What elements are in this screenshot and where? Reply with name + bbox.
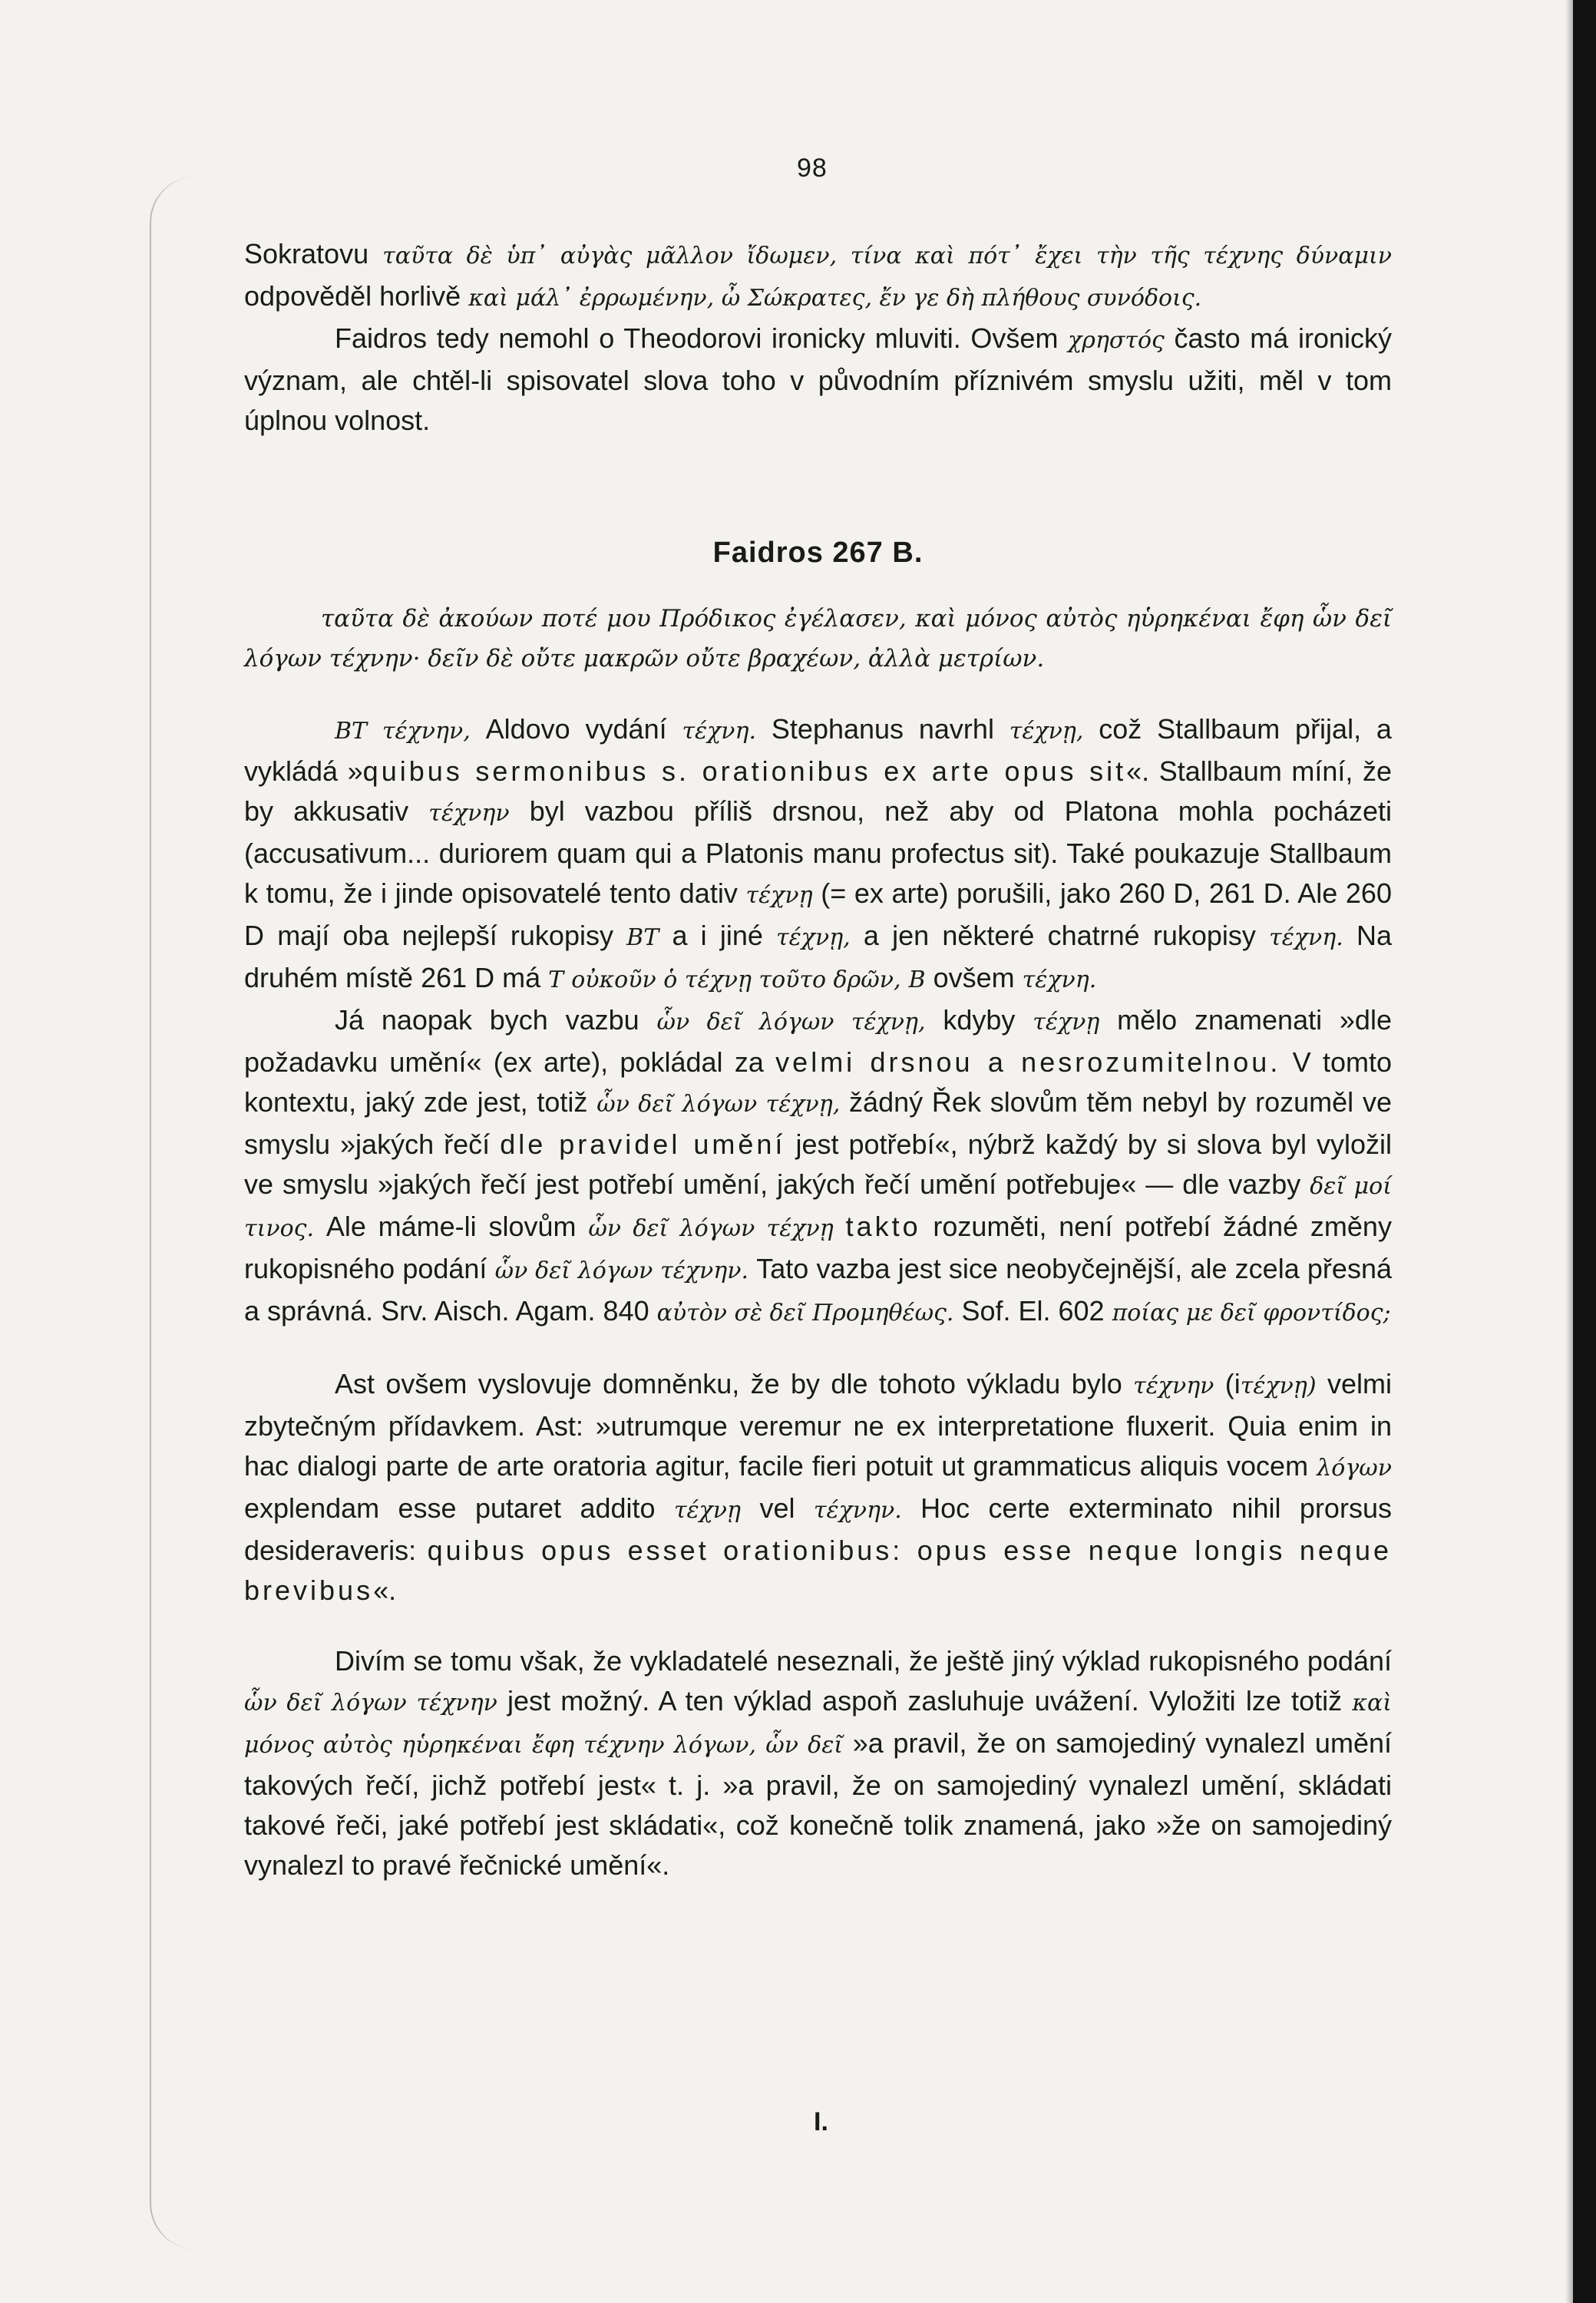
greek-text: δεῖ μοί τινος. <box>244 1173 1392 1242</box>
spaced-text: velmi drsnou a nesrozumitelnou. <box>775 1046 1281 1078</box>
page-curvature-shadow <box>150 177 243 2249</box>
text: jest potřebí«, nýbrž každý by si slova byl vyložil ve smyslu »jakých řečí jest potřebí umění, jakých řečí umění potřebuje« — dle vazby <box>244 1128 1392 1200</box>
text: Ale máme-li slovům <box>325 1211 577 1242</box>
text: kdyby <box>943 1004 1016 1036</box>
greek-text: τέχνῃ) <box>1240 1373 1317 1399</box>
greek-text: τέχνη. <box>1269 924 1343 951</box>
greek-text: τέχνην. <box>813 1497 902 1524</box>
paragraph-3 <box>244 709 1392 1000</box>
paragraph-1 <box>244 234 1392 319</box>
text: Já naopak bych vazbu <box>335 1004 639 1036</box>
greek-text: ὧν δεῖ λόγων τέχνῃ, <box>656 1009 926 1036</box>
greek-text: ὧν δεῖ λόγων τέχνῃ, <box>596 1091 841 1118</box>
paragraph-2 <box>244 319 1392 441</box>
text: odpověděl horlivě <box>244 280 461 312</box>
page-number: 98 <box>797 154 828 183</box>
greek-text: ὧν δεῖ λόγων τέχνην <box>244 1690 497 1717</box>
text: Sof. El. 602 <box>961 1295 1105 1327</box>
greek-text: τέχνῃ <box>745 882 813 909</box>
manuscript-siglum: T <box>548 966 564 993</box>
greek-text: τέχνῃ, <box>1009 718 1084 745</box>
text: Aldovo vydání <box>485 713 667 745</box>
text: Tato vazba jest sice neobyčejnější, ale zcela přesná a správná. Srv. Aisch. Agam. 840 <box>244 1253 1392 1327</box>
text: Na druhém místě 261 D má <box>244 920 1392 993</box>
signature-mark: I. <box>814 2107 828 2136</box>
manuscript-siglum: B <box>908 966 926 993</box>
greek-text: τέχνη. <box>1022 966 1097 993</box>
greek-text: τέχνῃ, <box>776 924 851 951</box>
text: (i <box>1224 1368 1241 1399</box>
text: explendam esse putaret addito <box>244 1492 656 1524</box>
text: velmi zbytečným přídavkem. Ast: »utrumque veremur ne ex interpretatione fluxerit. Quia enim in hac dialogi parte de arte oratoria agitur, facile fieri potuit ut grammaticus aliquis vocem <box>244 1368 1392 1482</box>
greek-text: καὶ μάλ᾽ ἐρρωμένην, ὦ Σώκρατες, ἔν γε δὴ πλήθους συνόδοις. <box>468 285 1202 312</box>
text: což Stallbaum přijal, a vykládá » <box>244 713 1392 787</box>
text: Ast ovšem vyslovuje domněnku, že by dle tohoto výkladu bylo <box>335 1368 1122 1399</box>
spaced-latin: quibus opus esset orationibus: opus esse neque longis neque brevibus <box>244 1535 1392 1606</box>
text: Stephanus navrhl <box>771 713 994 745</box>
paragraph-4 <box>244 1000 1392 1333</box>
paragraph-6 <box>244 1641 1392 1885</box>
text: Sokratovu <box>244 238 369 269</box>
greek-text: τέχνην <box>1133 1373 1214 1399</box>
text: a jen některé chatrné rukopisy <box>863 920 1256 951</box>
greek-text: καὶ μόνος αὐτὸς ηὑρηκέναι ἔφη τέχνην λόγων, ὧν δεῖ <box>244 1690 1392 1759</box>
greek-text: τέχνην <box>428 800 510 827</box>
text: Divím se tomu však, že vykladatelé neseznali, že ještě jiný výklad rukopisného podání <box>335 1645 1392 1677</box>
text: žádný Řek slovům těm nebyl by rozuměl ve smyslu »jakých řečí <box>244 1086 1392 1160</box>
scan-edge <box>1573 0 1596 2303</box>
text: Faidros tedy nemohl o Theodorovi ironicky mluviti. Ovšem <box>335 322 1059 354</box>
spaced-text: takto <box>845 1211 921 1242</box>
greek-text: τέχνῃ <box>1033 1009 1100 1036</box>
binding-shadow <box>1565 0 1573 2303</box>
text: a i jiné <box>672 920 763 951</box>
greek-text: ὧν δεῖ λόγων τέχνην. <box>494 1257 748 1284</box>
page-body <box>244 234 1392 1885</box>
manuscript-siglum: BT <box>626 924 659 951</box>
spaced-latin: quibus sermonibus s. orationibus ex arte opus sit <box>362 755 1127 787</box>
text: rozuměti, není potřebí žádné změny rukopisného podání <box>244 1211 1392 1284</box>
greek-text: ταῦτα δὲ ὑπ᾽ αὐγὰς μᾶλλον ἴδωμεν, τίνα καὶ πότ᾽ ἔχει τὴν τῆς τέχνης δύναμιν <box>382 243 1392 269</box>
greek-text: οὐκοῦν ὁ τέχνῃ τοῦτο δρῶν, <box>571 966 901 993</box>
greek-text: ποίας με δεῖ φροντίδος; <box>1112 1300 1391 1327</box>
text: «. Stallbaum míní, že by akkusativ <box>244 755 1393 827</box>
text: Hoc certe exterminato nihil prorsus desideraveris: <box>244 1492 1392 1566</box>
text: byl vazbou příliš drsnou, než aby od Platona mohla pocházeti (accusativum... duriorem quam qui a Platonis manu profectus sit). Také poukazuje Stallbaum k tomu, že i jinde opisovatelé tento dativ <box>244 795 1392 909</box>
text: «. <box>373 1574 397 1606</box>
greek-text: ὧν δεῖ λόγων τέχνῃ <box>588 1215 834 1242</box>
manuscript-siglum: BT <box>335 718 368 745</box>
greek-text: τέχνῃ <box>673 1497 742 1524</box>
section-heading: Faidros 267 B. <box>712 537 924 569</box>
text: »a pravil, že on samojediný vynalezl umění takových řečí, jichž potřebí jest« t. j. »a pravil, že on samojediný vynalezl umění, skládati takové řeči, jaké potřebí jest skládati«, což konečně tolik znamená, jako »že on samojediný vynalezl to pravé řečnické umění«. <box>244 1727 1392 1881</box>
text: často má ironický význam, ale chtěl-li spisovatel slova toho v původním příznivém smyslu užiti, měl v tom úplnou volnost. <box>244 322 1392 436</box>
greek-text: τέχνην, <box>382 718 471 745</box>
text: ovšem <box>933 962 1015 993</box>
text: jest možný. A ten výklad aspoň zasluhuje uvážení. Vyložiti lze totiž <box>507 1685 1343 1717</box>
text: (= ex arte) porušili, jako 260 D, 261 D. Ale 260 D mají oba nejlepší rukopisy <box>244 877 1392 951</box>
text: mělo znamenati »dle požadavku umění« (ex arte), pokládal za <box>244 1004 1392 1078</box>
greek-text: αὐτὸν σὲ δεῖ Προμηθέως. <box>656 1300 954 1327</box>
greek-text: τέχνη. <box>682 718 757 745</box>
spaced-text: dle pravidel umění <box>500 1128 786 1160</box>
text: V tomto kontextu, jaký zde jest, totiž <box>244 1046 1392 1118</box>
greek-text: χρηστός <box>1068 327 1165 354</box>
greek-text: λόγων <box>1317 1455 1392 1482</box>
text: vel <box>759 1492 795 1524</box>
greek-quote: ταῦτα δὲ ἀκούων ποτέ μου Πρόδικος ἐγέλασεν, καὶ μόνος αὐτὸς ηὑρηκέναι ἔφη ὧν δεῖ λόγων τέχνην· δεῖν δὲ οὔτε μακρῶν οὔτε βραχέων, ἀλλὰ μετρίων. <box>244 605 1392 672</box>
paragraph-5 <box>244 1364 1392 1611</box>
